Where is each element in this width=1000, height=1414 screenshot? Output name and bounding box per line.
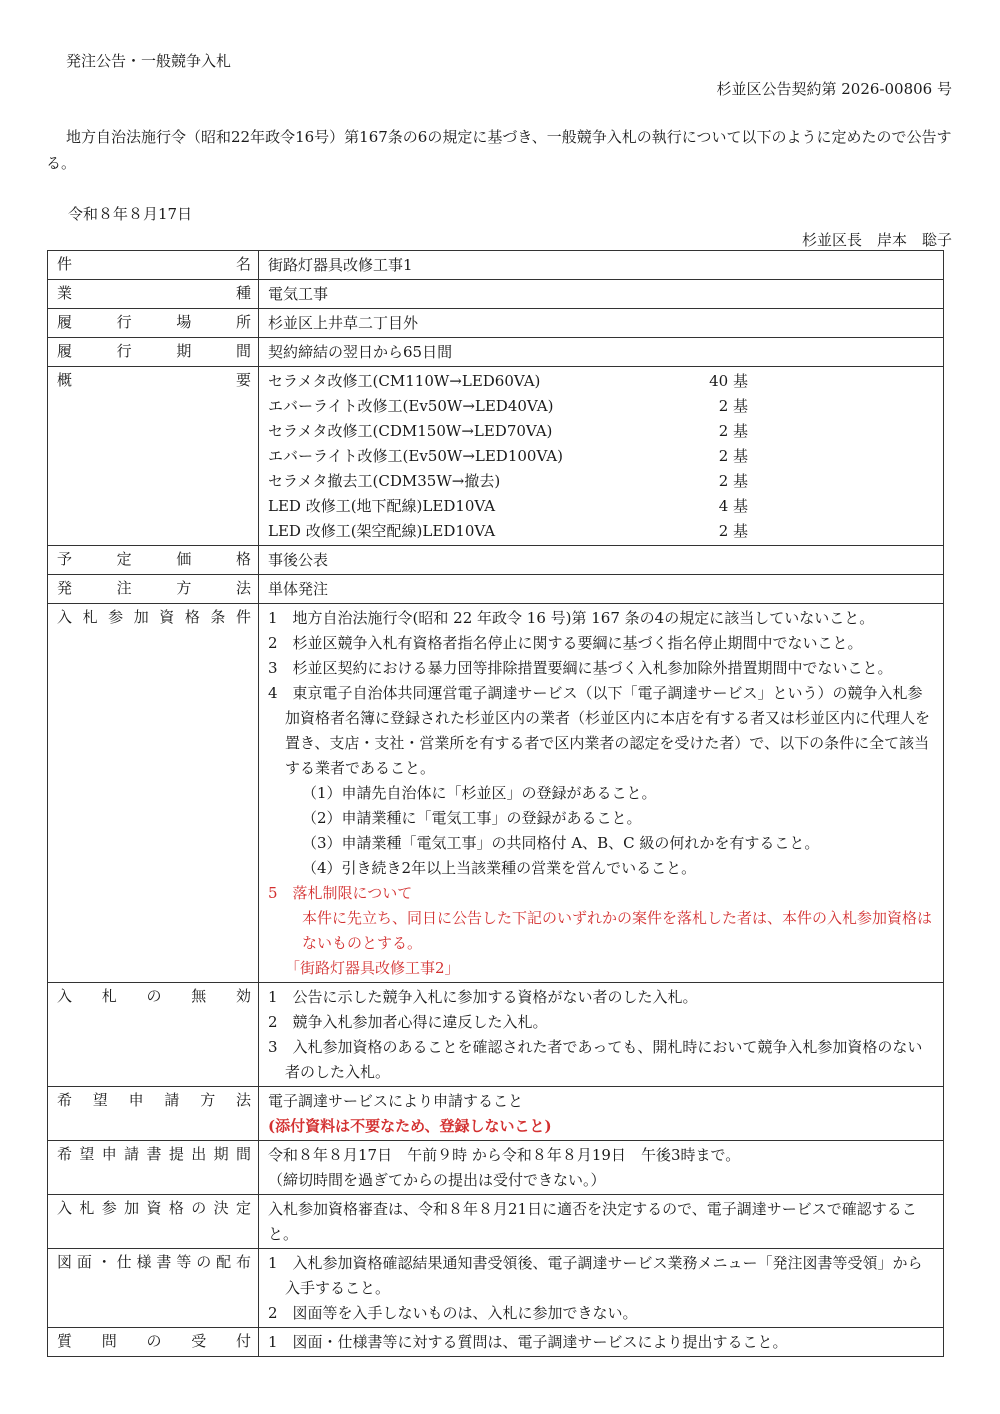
- decision-text: 入札参加資格審査は、令和８年８月21日に適否を決定するので、電子調達サービスで確認すること。: [268, 1200, 917, 1243]
- overview-item-name: LED 改修工(地下配線)LED10VA: [268, 497, 496, 515]
- row-price: [48, 546, 944, 575]
- row-method: [48, 575, 944, 604]
- label-price: 予定価格: [57, 550, 251, 568]
- row-qualification: [48, 604, 944, 983]
- qualification-sub-1: （1）申請先自治体に「杉並区」の登録があること。: [302, 784, 657, 802]
- row-project-name: [48, 251, 944, 280]
- apply-period-text: 令和８年８月17日 午前９時 から令和８年８月19日 午後3時まで。: [268, 1146, 741, 1164]
- row-apply-method: [48, 1087, 944, 1141]
- intro-paragraph: 地方自治法施行令（昭和22年政令16号）第167条の6の規定に基づき、一般競争入札の執行について以下のように定めたので公告する。: [46, 128, 952, 172]
- award-restriction-heading: 5 落札制限について: [268, 884, 413, 902]
- label-project-name: 件 名: [57, 255, 251, 273]
- issue-date: 令和８年８月17日: [68, 205, 193, 223]
- invalid-item-1: 1 公告に示した競争入札に参加する資格がない者のした入札。: [268, 988, 698, 1006]
- label-decision: 入札参加資格の決定: [57, 1199, 251, 1217]
- qualification-sub-3: （3）申請業種「電気工事」の共同格付 A、B、C 級の何れかを有すること。: [302, 834, 820, 852]
- overview-item-name: セラメタ撤去工(CDM35W→撤去): [268, 472, 501, 490]
- apply-period-note: （締切時間を過ぎてからの提出は受付できない。）: [268, 1171, 606, 1189]
- label-invalid: 入札の無効: [57, 987, 251, 1005]
- overview-item: [268, 394, 935, 419]
- label-drawings: 図面・仕様書等の配布: [57, 1253, 251, 1271]
- award-restriction-text: 本件に先立ち、同日に公告した下記のいずれかの案件を落札した者は、本件の入札参加資格はないものとする。: [302, 909, 933, 952]
- tender-spec-table: [47, 250, 944, 1357]
- label-apply-period: 希望申請書提出期間: [57, 1145, 251, 1163]
- overview-item-qty: 2 基: [718, 472, 748, 490]
- value-place: 杉並区上井草二丁目外: [268, 314, 419, 332]
- overview-item: [268, 444, 935, 469]
- invalid-item-2: 2 競争入札参加者心得に違反した入札。: [268, 1013, 548, 1031]
- overview-item-qty: 40 基: [709, 372, 748, 390]
- overview-item-qty: 2 基: [718, 422, 748, 440]
- label-period: 履行期間: [57, 342, 251, 360]
- row-apply-period: [48, 1141, 944, 1195]
- apply-method-text: 電子調達サービスにより申請すること: [268, 1092, 524, 1110]
- value-business-type: 電気工事: [268, 285, 329, 303]
- document-heading: 発注公告・一般競争入札: [66, 52, 232, 70]
- label-place: 履行場所: [57, 313, 251, 331]
- apply-method-note: (添付資料は不要なため、登録しないこと): [268, 1117, 552, 1135]
- row-overview: [48, 367, 944, 546]
- value-project-name: 街路灯器具改修工事1: [268, 256, 413, 274]
- overview-item-qty: 2 基: [718, 397, 748, 415]
- value-period: 契約締結の翌日から65日間: [268, 343, 453, 361]
- label-qualification: 入札参加資格条件: [57, 608, 251, 626]
- qualification-condition-3: 3 杉並区契約における暴力団等排除措置要綱に基づく入札参加除外措置期間中でないこと。: [268, 659, 893, 677]
- overview-item: [268, 519, 935, 544]
- qualification-condition-4: 4 東京電子自治体共同運営電子調達サービス（以下「電子調達サービス」という）の競争入札参加資格者名簿に登録された杉並区内の業者（杉並区内に本店を有する者又は杉並区内に代理人を置き、支店・支社・営業所を有する者で区内業者の認定を受けた者）で、以下の条件に全て該当する業者であること。: [268, 684, 931, 777]
- label-method: 発注方法: [57, 579, 251, 597]
- overview-item-name: LED 改修工(架空配線)LED10VA: [268, 522, 496, 540]
- notice-number: 杉並区公告契約第 2026-00806 号: [716, 80, 952, 98]
- label-questions: 質問の受付: [57, 1332, 251, 1350]
- row-drawings: [48, 1249, 944, 1328]
- qualification-sub-2: （2）申請業種に「電気工事」の登録があること。: [302, 809, 642, 827]
- qualification-condition-2: 2 杉並区競争入札有資格者指名停止に関する要綱に基づく指名停止期間中でないこと。: [268, 634, 863, 652]
- overview-item-name: エバーライト改修工(Ev50W→LED100VA): [268, 447, 563, 465]
- label-overview: 概 要: [57, 371, 251, 389]
- row-period: [48, 338, 944, 367]
- issuer-name: 杉並区長 岸本 聡子: [801, 231, 952, 249]
- qualification-condition-1: 1 地方自治法施行令(昭和 22 年政令 16 号)第 167 条の4の規定に該当していないこと。: [268, 609, 875, 627]
- invalid-item-3: 3 入札参加資格のあることを確認された者であっても、開札時において競争入札参加資格のない者のした入札。: [268, 1038, 923, 1081]
- overview-item: [268, 419, 935, 444]
- value-method: 単体発注: [268, 580, 329, 598]
- questions-item-1: 1 図面・仕様書等に対する質問は、電子調達サービスにより提出すること。: [268, 1333, 788, 1351]
- overview-item: [268, 494, 935, 519]
- row-invalid: [48, 983, 944, 1087]
- value-price: 事後公表: [268, 551, 329, 569]
- label-business-type: 業 種: [57, 284, 251, 302]
- overview-item-name: セラメタ改修工(CM110W→LED60VA): [268, 372, 541, 390]
- drawings-item-2: 2 図面等を入手しないものは、入札に参加できない。: [268, 1304, 638, 1322]
- award-restriction-case: 「街路灯器具改修工事2」: [285, 959, 460, 977]
- overview-item: [268, 469, 935, 494]
- overview-item-qty: 4 基: [718, 497, 748, 515]
- overview-item-qty: 2 基: [718, 522, 748, 540]
- row-decision: [48, 1195, 944, 1249]
- overview-item-name: エバーライト改修工(Ev50W→LED40VA): [268, 397, 554, 415]
- overview-item-name: セラメタ改修工(CDM150W→LED70VA): [268, 422, 553, 440]
- overview-item-qty: 2 基: [718, 447, 748, 465]
- drawings-item-1: 1 入札参加資格確認結果通知書受領後、電子調達サービス業務メニュー「発注図書等受領」から入手すること。: [268, 1254, 923, 1297]
- label-apply-method: 希望申請方法: [57, 1091, 251, 1109]
- row-business-type: [48, 280, 944, 309]
- row-questions: [48, 1328, 944, 1357]
- qualification-sub-4: （4）引き続き2年以上当該業種の営業を営んでいること。: [302, 859, 697, 877]
- row-place: [48, 309, 944, 338]
- overview-item: [268, 369, 935, 394]
